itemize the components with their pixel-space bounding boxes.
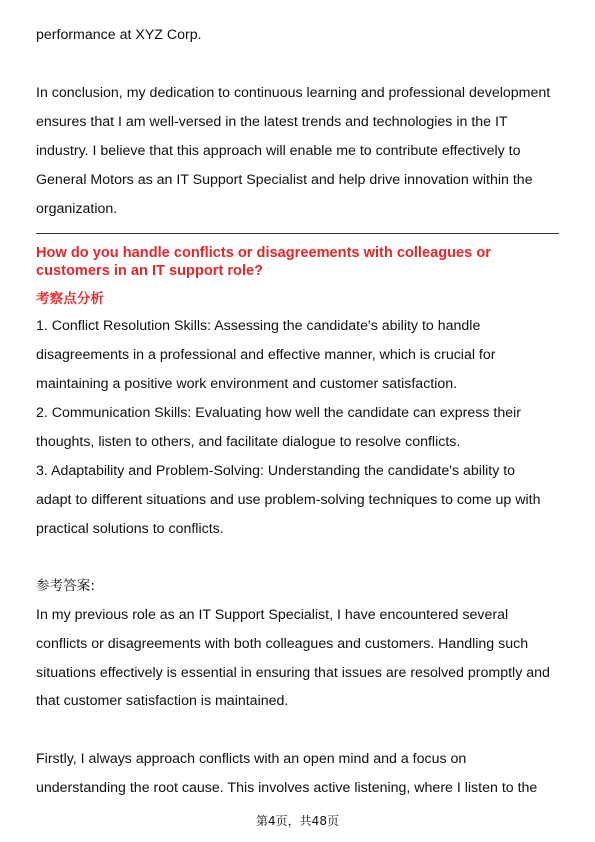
answer-line: In my previous role as an IT Support Specialist, I have encountered several — [36, 607, 509, 623]
body-text-line: industry. I believe that this approach will enable me to contribute effectively to — [36, 143, 521, 159]
answer-line: Firstly, I always approach conflicts with an open mind and a focus on — [36, 751, 467, 767]
question-heading: customers in an IT support role? — [36, 263, 264, 279]
analysis-line: maintaining a positive work environment and customer satisfaction. — [36, 376, 458, 392]
analysis-line: disagreements in a professional and effective manner, which is crucial for — [36, 347, 496, 363]
answer-line: situations effectively is essential in ensuring that issues are resolved promptly and — [36, 665, 550, 681]
analysis-line: thoughts, listen to others, and facilitate dialogue to resolve conflicts. — [36, 434, 461, 450]
body-text-line: performance at XYZ Corp. — [36, 27, 202, 43]
analysis-line: practical solutions to conflicts. — [36, 521, 224, 537]
analysis-heading: 考察点分析 — [36, 291, 104, 307]
question-heading: How do you handle conflicts or disagreements with colleagues or — [36, 245, 491, 261]
analysis-line: adapt to different situations and use problem-solving techniques to come up with — [36, 492, 541, 508]
section-divider — [36, 233, 559, 234]
body-text-line: In conclusion, my dedication to continuous learning and professional development — [36, 85, 551, 101]
body-text-line: ensures that I am well-versed in the latest trends and technologies in the IT — [36, 114, 508, 130]
body-text-line: organization. — [36, 201, 118, 217]
answer-line: understanding the root cause. This involves active listening, where I listen to the — [36, 780, 538, 796]
answer-line: that customer satisfaction is maintained. — [36, 693, 289, 709]
page-number-footer: 第4页，共48页 — [256, 814, 339, 828]
answer-label: 参考答案: — [36, 578, 95, 594]
body-text-line: General Motors as an IT Support Specialist and help drive innovation within the — [36, 172, 533, 188]
analysis-line: 3. Adaptability and Problem-Solving: Understanding the candidate's ability to — [36, 463, 516, 479]
answer-line: conflicts or disagreements with both colleagues and customers. Handling such — [36, 636, 529, 652]
analysis-line: 2. Communication Skills: Evaluating how well the candidate can express their — [36, 405, 521, 421]
analysis-line: 1. Conflict Resolution Skills: Assessing the candidate's ability to handle — [36, 318, 481, 334]
